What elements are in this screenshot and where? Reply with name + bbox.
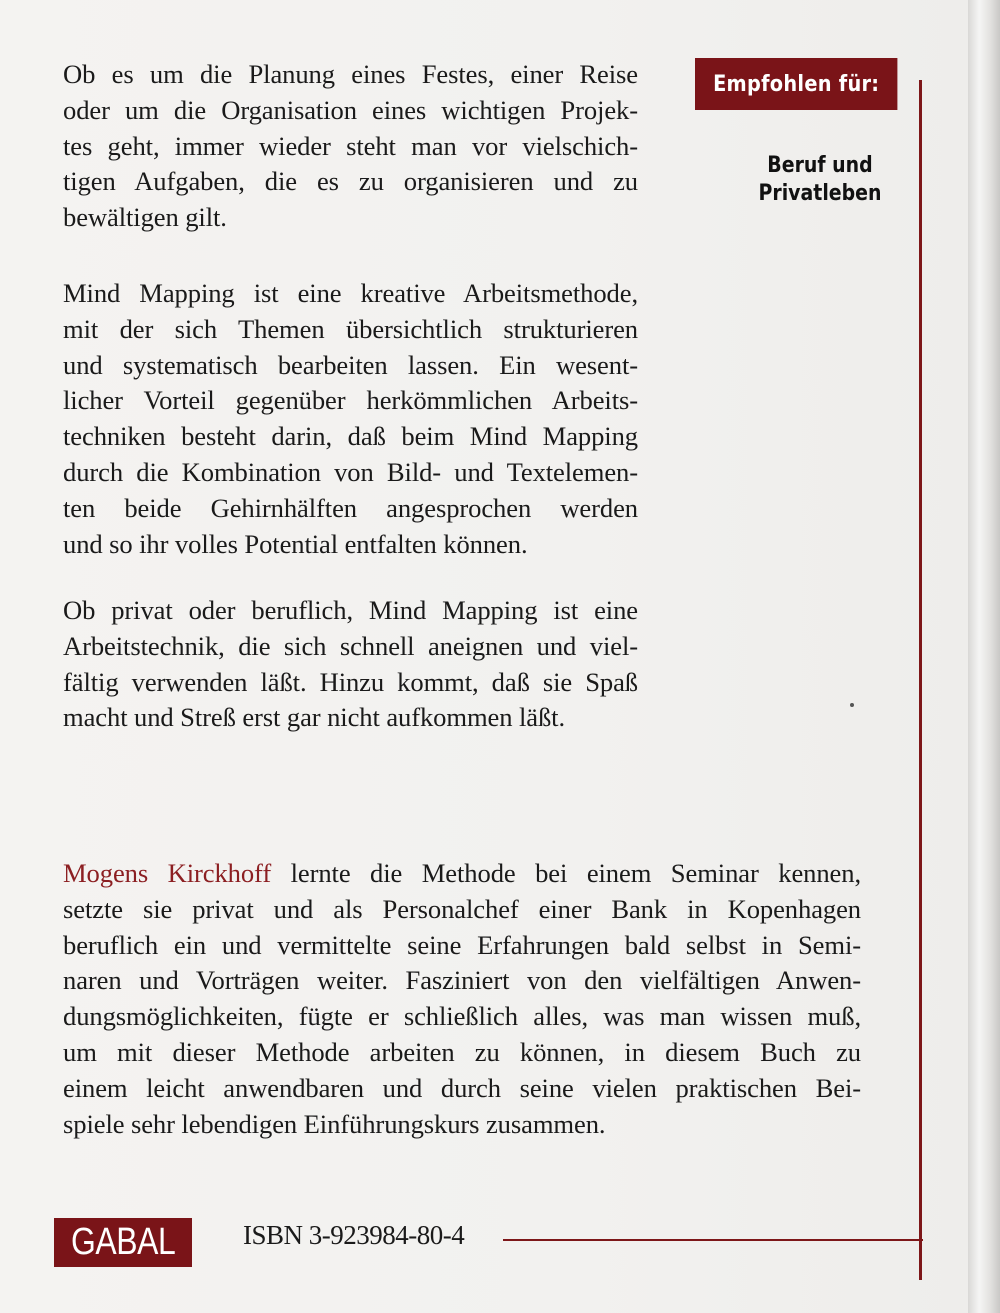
text-line: macht und Streß erst gar nicht aufkommen läßt. — [63, 702, 566, 733]
divider-line — [503, 1239, 923, 1241]
text-line: Ob privat oder beruflich, Mind Mapping ist eine — [63, 595, 638, 625]
publisher-logo — [54, 1218, 192, 1267]
text-fragment: lernte die Methode bei einem Seminar kennen, — [271, 858, 861, 888]
text-line: Arbeitstechnik, die sich schnell aneignen und viel- — [63, 630, 638, 661]
text-line: setzte sie privat und als Personalchef einer Bank in Kopenhagen — [63, 893, 861, 924]
paragraph-usage — [63, 593, 638, 736]
book-edge — [968, 0, 1000, 1313]
text-line: beruflich ein und vermittelte seine Erfahrungen bald selbst in Semi- — [63, 929, 861, 960]
text-line: Ob es um die Planung eines Festes, einer Reise — [63, 59, 638, 89]
recommendation-body — [743, 152, 898, 208]
isbn: ISBN 3-923984-80-4 — [243, 1220, 465, 1250]
recommendation-header: Empfohlen für: — [695, 58, 897, 110]
text-line: fältig verwenden läßt. Hinzu kommt, daß sie Spaß — [63, 666, 638, 697]
paragraph-method — [63, 276, 638, 562]
recommendation-frame — [695, 80, 922, 1280]
text-line: durch die Kombination von Bild- und Textelemen- — [63, 456, 638, 487]
text-line: spiele sehr lebendigen Einführungskurs zusammen. — [63, 1108, 606, 1139]
text-line: tigen Aufgaben, die es zu organisieren und zu — [63, 166, 638, 197]
text-line: techniken besteht darin, daß beim Mind Mapping — [63, 421, 638, 452]
text-line: licher Vorteil gegenüber herkömmlichen Arbeits- — [63, 385, 638, 416]
author-name: Mogens Kirckhoff — [63, 858, 272, 888]
text-line: naren und Vorträgen weiter. Fasziniert von den vielfältigen Anwen- — [63, 965, 861, 996]
text-line: und so ihr volles Potential entfalten können. — [63, 528, 528, 559]
text-line: bewältigen gilt. — [63, 202, 227, 233]
recommendation-line: Privatleben — [758, 181, 882, 206]
text-line: oder um die Organisation eines wichtigen Projek- — [63, 94, 638, 125]
text-line: einem leicht anwendbaren und durch seine vielen praktischen Bei- — [63, 1072, 861, 1103]
text-line: tes geht, immer wieder steht man vor vielschich- — [63, 130, 638, 161]
publisher-logo-text: GABAL — [70, 1221, 176, 1263]
text-line: ten beide Gehirnhälften angesprochen werden — [63, 492, 638, 523]
text-line: Mind Mapping ist eine kreative Arbeitsmethode, — [63, 278, 638, 308]
text-line: und systematisch bearbeiten lassen. Ein wesent- — [63, 349, 638, 380]
paper-speck — [850, 703, 854, 707]
text-line: dungsmöglichkeiten, fügte er schließlich alles, was man wissen muß, — [63, 1001, 861, 1032]
text-line: um mit dieser Methode arbeiten zu können, in diesem Buch zu — [63, 1036, 861, 1067]
paragraph-intro — [63, 57, 638, 236]
text-line: mit der sich Themen übersichtlich strukturieren — [63, 313, 638, 344]
recommendation-line: Beruf und — [767, 153, 873, 178]
